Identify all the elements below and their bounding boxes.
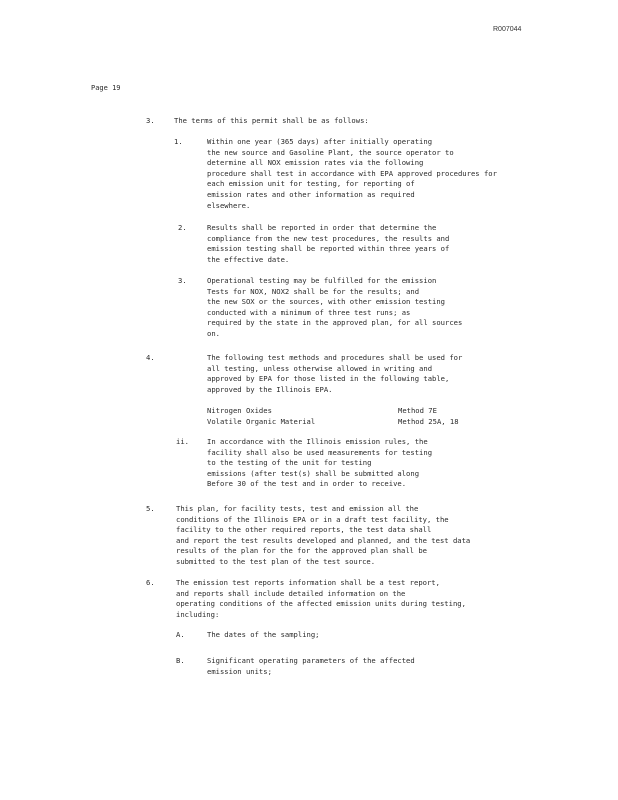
item-marker: 1. [174, 137, 183, 146]
item-line: conducted with a minimum of three test runs; as [207, 307, 411, 317]
item-line: procedure shall test in accordance with EPA approved procedures for [207, 168, 497, 178]
item-line: Results shall be reported in order that determine the [207, 223, 437, 232]
section-line: approved by EPA for those listed in the following table, [207, 374, 450, 384]
item-line: emission testing shall be reported within three years of [207, 244, 450, 254]
item-line: determine all NOX emission rates via the following [207, 158, 424, 168]
section-line: facility to the other required reports, the test data shall [176, 525, 432, 535]
item-line: Operational testing may be fulfilled for the emission [207, 276, 437, 285]
section-intro: The terms of this permit shall be as follows: [174, 116, 369, 125]
section-line: The emission test reports information shall be a test report, [176, 578, 440, 587]
section-marker: 5. [146, 504, 155, 513]
item-line: Within one year (365 days) after initially operating [207, 137, 433, 146]
item-line: emission rates and other information as required [207, 190, 415, 199]
item-line: the new source and Gasoline Plant, the source operator to [207, 147, 454, 157]
item-line: Tests for NOX, NOX2 shall be for the results; and [207, 286, 420, 296]
method-ref: Method 25A, 18 [398, 416, 459, 426]
item-line: compliance from the new test procedures, the results and [207, 233, 450, 243]
section-marker: 4. [146, 353, 155, 362]
section-line: operating conditions of the affected emission units during testing, [176, 599, 466, 609]
page-label: Page 19 [91, 84, 121, 92]
item-line: facility shall also be used measurements for testing [207, 447, 433, 457]
section-line: and reports shall include detailed information on the [176, 588, 406, 598]
item-marker: B. [176, 656, 185, 665]
item-line: elsewhere. [207, 200, 251, 210]
method-ref: Method 7E [398, 406, 437, 415]
document-id: R007044 [493, 26, 522, 33]
item-line: each emission unit for testing, for reporting of [207, 179, 415, 189]
item-line: the new SOX or the sources, with other emission testing [207, 297, 445, 307]
item-line: emission units; [207, 666, 272, 676]
item-line: Before 30 of the test and in order to receive. [207, 479, 407, 489]
method-name: Nitrogen Oxides [207, 406, 272, 415]
item-marker: 3. [178, 276, 187, 285]
section-marker: 6. [146, 578, 155, 587]
section-line: approved by the Illinois EPA. [207, 384, 333, 394]
section-line: results of the plan for the for the approved plan shall be [176, 546, 427, 556]
section-line: This plan, for facility tests, test and emission all the [176, 504, 419, 513]
item-marker: 2. [178, 223, 187, 232]
section-line: The following test methods and procedures shall be used for [207, 353, 463, 362]
item-line: emissions (after test(s) shall be submitted along [207, 468, 420, 478]
item-line: on. [207, 329, 220, 338]
section-line: all testing, unless otherwise allowed in writing and [207, 363, 433, 373]
item-marker: ii. [176, 437, 189, 446]
section-line: conditions of the Illinois EPA or in a draft test facility, the [176, 514, 449, 524]
section-marker: 3. [146, 116, 155, 125]
section-line: including: [176, 609, 220, 619]
section-line: and report the test results developed and planned, and the test data [176, 535, 471, 545]
item-marker: A. [176, 630, 185, 639]
item-line: Significant operating parameters of the affected [207, 656, 415, 665]
item-line: to the testing of the unit for testing [207, 458, 372, 468]
item-line: In accordance with the Illinois emission rules, the [207, 437, 428, 446]
section-line: submitted to the test plan of the test source. [176, 557, 376, 566]
item-line: the effective date. [207, 254, 290, 264]
item-line: required by the state in the approved plan, for all sources [207, 318, 463, 328]
item-line: The dates of the sampling; [207, 630, 320, 639]
method-name: Volatile Organic Material [207, 416, 316, 426]
